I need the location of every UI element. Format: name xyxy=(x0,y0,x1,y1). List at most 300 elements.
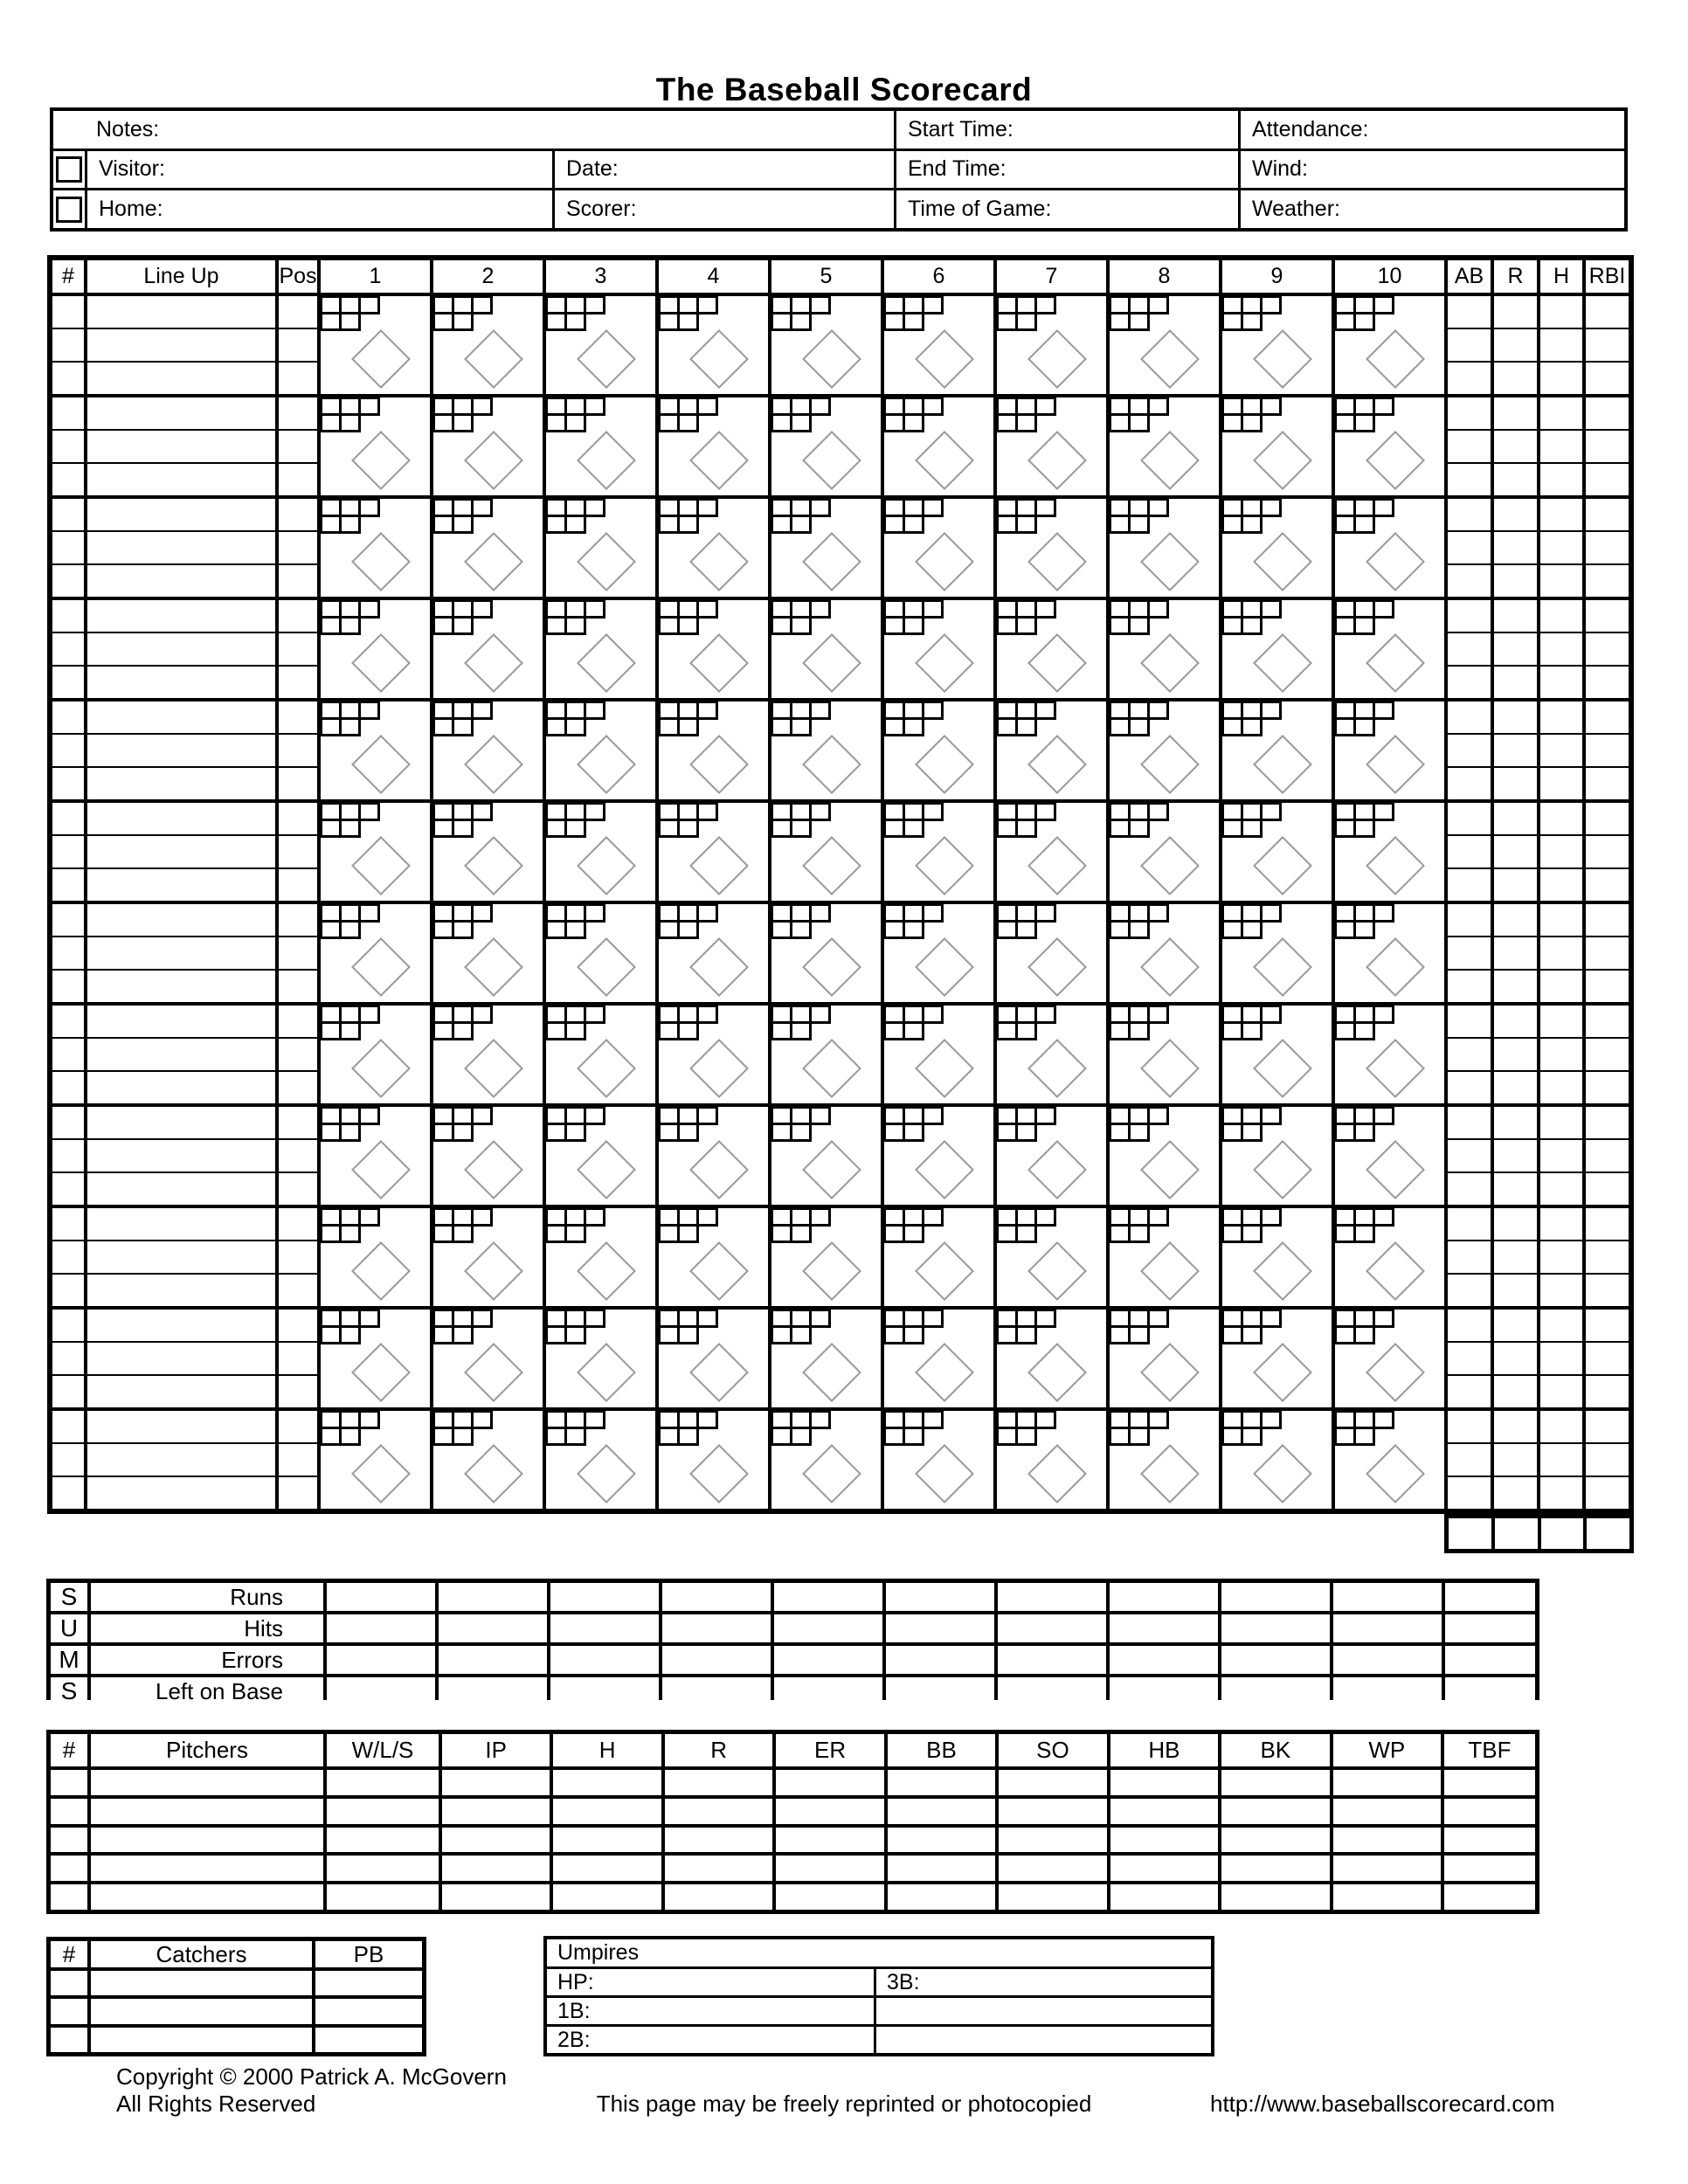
stat-slot[interactable] xyxy=(1586,1140,1629,1171)
pitcher-cell[interactable] xyxy=(91,1828,323,1853)
stat-total-cell[interactable] xyxy=(1587,1518,1629,1549)
pitcher-cell[interactable] xyxy=(1221,1884,1329,1910)
sums-inning-cell[interactable] xyxy=(1110,1583,1218,1611)
inning-scoring-cell[interactable] xyxy=(433,600,543,698)
position-slot[interactable] xyxy=(279,1208,317,1240)
stat-slot[interactable] xyxy=(1448,869,1491,901)
inning-scoring-cell[interactable] xyxy=(1110,499,1219,597)
position-slot[interactable] xyxy=(279,1376,317,1407)
inning-scoring-cell[interactable] xyxy=(659,904,768,1002)
pitcher-cell[interactable] xyxy=(1110,1884,1218,1910)
inning-scoring-cell[interactable] xyxy=(997,600,1106,698)
stat-slot[interactable] xyxy=(1448,633,1491,665)
pitcher-cell[interactable] xyxy=(1444,1884,1535,1910)
stat-slot[interactable] xyxy=(1448,1107,1491,1138)
sums-inning-cell[interactable] xyxy=(1221,1614,1330,1642)
inning-scoring-cell[interactable] xyxy=(1335,803,1444,901)
inning-scoring-cell[interactable] xyxy=(771,904,881,1002)
inning-scoring-cell[interactable] xyxy=(997,702,1106,799)
sums-total-cell[interactable] xyxy=(1445,1614,1535,1642)
inning-scoring-cell[interactable] xyxy=(1222,499,1332,597)
stat-slot[interactable] xyxy=(1448,971,1491,1002)
inning-scoring-cell[interactable] xyxy=(884,1107,993,1205)
stat-slot[interactable] xyxy=(1586,1376,1629,1407)
inning-scoring-cell[interactable] xyxy=(1335,1411,1444,1509)
attendance-field[interactable] xyxy=(1241,111,1624,149)
stat-slot[interactable] xyxy=(1586,1107,1629,1138)
pitcher-cell[interactable] xyxy=(665,1799,772,1824)
inning-scoring-cell[interactable] xyxy=(659,1208,768,1306)
sums-inning-cell[interactable] xyxy=(998,1614,1106,1642)
player-number-slot[interactable] xyxy=(52,1241,84,1273)
sums-inning-cell[interactable] xyxy=(550,1646,659,1674)
sums-inning-cell[interactable] xyxy=(550,1677,659,1705)
pitcher-cell[interactable] xyxy=(999,1884,1106,1910)
stat-slot[interactable] xyxy=(1540,803,1582,834)
inning-scoring-cell[interactable] xyxy=(433,499,543,597)
inning-scoring-cell[interactable] xyxy=(659,296,768,394)
stat-slot[interactable] xyxy=(1494,1275,1537,1306)
stat-slot[interactable] xyxy=(1586,1173,1629,1205)
inning-scoring-cell[interactable] xyxy=(546,1208,655,1306)
stat-slot[interactable] xyxy=(1448,735,1491,766)
inning-scoring-cell[interactable] xyxy=(997,1310,1106,1407)
inning-scoring-cell[interactable] xyxy=(1110,296,1219,394)
lineup-name-slot[interactable] xyxy=(87,937,275,969)
pitcher-cell[interactable] xyxy=(1221,1770,1329,1795)
inning-scoring-cell[interactable] xyxy=(1335,1006,1444,1103)
inning-scoring-cell[interactable] xyxy=(321,499,430,597)
pitcher-cell[interactable] xyxy=(91,1856,323,1881)
stat-total-cell[interactable] xyxy=(1541,1518,1584,1549)
player-number-slot[interactable] xyxy=(52,1208,84,1240)
sums-inning-cell[interactable] xyxy=(1333,1677,1442,1705)
inning-scoring-cell[interactable] xyxy=(884,600,993,698)
sums-inning-cell[interactable] xyxy=(1333,1583,1442,1611)
stat-slot[interactable] xyxy=(1586,633,1629,665)
stat-slot[interactable] xyxy=(1494,667,1537,698)
lineup-name-slot[interactable] xyxy=(87,1310,275,1341)
position-slot[interactable] xyxy=(279,735,317,766)
inning-scoring-cell[interactable] xyxy=(1222,1006,1332,1103)
inning-scoring-cell[interactable] xyxy=(997,397,1106,495)
inning-scoring-cell[interactable] xyxy=(546,397,655,495)
player-number-slot[interactable] xyxy=(52,1107,84,1138)
stat-slot[interactable] xyxy=(1540,499,1582,530)
pitcher-cell[interactable] xyxy=(888,1799,995,1824)
inning-scoring-cell[interactable] xyxy=(1222,803,1332,901)
position-slot[interactable] xyxy=(279,565,317,597)
stat-slot[interactable] xyxy=(1540,735,1582,766)
stat-slot[interactable] xyxy=(1540,667,1582,698)
stat-slot[interactable] xyxy=(1494,869,1537,901)
inning-scoring-cell[interactable] xyxy=(433,1411,543,1509)
umpire-2b-field[interactable]: 2B: xyxy=(547,2027,874,2053)
stat-slot[interactable] xyxy=(1448,836,1491,867)
position-slot[interactable] xyxy=(279,1275,317,1306)
player-number-slot[interactable] xyxy=(52,532,84,563)
stat-slot[interactable] xyxy=(1494,431,1537,462)
inning-scoring-cell[interactable] xyxy=(546,1310,655,1407)
end-time-field[interactable] xyxy=(896,151,1238,189)
lineup-name-slot[interactable] xyxy=(87,1039,275,1070)
sums-inning-cell[interactable] xyxy=(327,1677,435,1705)
pitcher-cell[interactable] xyxy=(327,1828,439,1853)
position-slot[interactable] xyxy=(279,904,317,936)
catcher-cell[interactable] xyxy=(315,2028,422,2052)
sums-inning-cell[interactable] xyxy=(1221,1583,1330,1611)
stat-slot[interactable] xyxy=(1540,971,1582,1002)
stat-slot[interactable] xyxy=(1448,329,1491,361)
stat-slot[interactable] xyxy=(1586,971,1629,1002)
stat-slot[interactable] xyxy=(1586,363,1629,394)
catcher-cell[interactable] xyxy=(51,1971,87,1995)
visitor-field[interactable] xyxy=(87,151,552,189)
inning-scoring-cell[interactable] xyxy=(659,803,768,901)
stat-slot[interactable] xyxy=(1494,1477,1537,1509)
inning-scoring-cell[interactable] xyxy=(546,702,655,799)
player-number-slot[interactable] xyxy=(52,1006,84,1037)
lineup-name-slot[interactable] xyxy=(87,600,275,632)
position-slot[interactable] xyxy=(279,363,317,394)
inning-scoring-cell[interactable] xyxy=(1222,702,1332,799)
position-slot[interactable] xyxy=(279,431,317,462)
sums-inning-cell[interactable] xyxy=(774,1583,882,1611)
pitcher-cell[interactable] xyxy=(91,1884,323,1910)
stat-slot[interactable] xyxy=(1448,499,1491,530)
stat-slot[interactable] xyxy=(1586,397,1629,429)
inning-scoring-cell[interactable] xyxy=(659,1411,768,1509)
sums-inning-cell[interactable] xyxy=(1110,1614,1218,1642)
inning-scoring-cell[interactable] xyxy=(433,1310,543,1407)
position-slot[interactable] xyxy=(279,600,317,632)
position-slot[interactable] xyxy=(279,1173,317,1205)
sums-inning-cell[interactable] xyxy=(662,1646,771,1674)
pitcher-cell[interactable] xyxy=(51,1799,87,1824)
stat-slot[interactable] xyxy=(1448,904,1491,936)
stat-slot[interactable] xyxy=(1494,464,1537,495)
lineup-name-slot[interactable] xyxy=(87,869,275,901)
pitcher-cell[interactable] xyxy=(1221,1799,1329,1824)
stat-total-cell[interactable] xyxy=(1449,1518,1491,1549)
pitcher-cell[interactable] xyxy=(1333,1828,1441,1853)
sums-inning-cell[interactable] xyxy=(774,1614,882,1642)
stat-slot[interactable] xyxy=(1494,836,1537,867)
stat-slot[interactable] xyxy=(1494,1376,1537,1407)
player-number-slot[interactable] xyxy=(52,1173,84,1205)
inning-scoring-cell[interactable] xyxy=(321,1006,430,1103)
stat-slot[interactable] xyxy=(1494,565,1537,597)
pitcher-cell[interactable] xyxy=(999,1799,1106,1824)
stat-slot[interactable] xyxy=(1540,768,1582,799)
stat-slot[interactable] xyxy=(1494,532,1537,563)
inning-scoring-cell[interactable] xyxy=(997,296,1106,394)
stat-slot[interactable] xyxy=(1448,1477,1491,1509)
lineup-name-slot[interactable] xyxy=(87,803,275,834)
pitcher-cell[interactable] xyxy=(1110,1828,1218,1853)
inning-scoring-cell[interactable] xyxy=(546,499,655,597)
position-slot[interactable] xyxy=(279,1310,317,1341)
pitcher-cell[interactable] xyxy=(999,1856,1106,1881)
sums-inning-cell[interactable] xyxy=(1221,1677,1330,1705)
pitcher-cell[interactable] xyxy=(51,1884,87,1910)
position-slot[interactable] xyxy=(279,1006,317,1037)
stat-slot[interactable] xyxy=(1448,363,1491,394)
pitcher-cell[interactable] xyxy=(1333,1884,1441,1910)
position-slot[interactable] xyxy=(279,397,317,429)
stat-slot[interactable] xyxy=(1448,296,1491,328)
sums-inning-cell[interactable] xyxy=(998,1677,1106,1705)
catcher-cell[interactable] xyxy=(91,1971,312,1995)
sums-inning-cell[interactable] xyxy=(998,1646,1106,1674)
pitcher-cell[interactable] xyxy=(442,1856,550,1881)
stat-slot[interactable] xyxy=(1540,1444,1582,1476)
pitcher-cell[interactable] xyxy=(1333,1799,1441,1824)
lineup-name-slot[interactable] xyxy=(87,1072,275,1103)
position-slot[interactable] xyxy=(279,937,317,969)
inning-scoring-cell[interactable] xyxy=(997,904,1106,1002)
position-slot[interactable] xyxy=(279,532,317,563)
stat-slot[interactable] xyxy=(1494,633,1537,665)
lineup-name-slot[interactable] xyxy=(87,1173,275,1205)
lineup-name-slot[interactable] xyxy=(87,1343,275,1374)
stat-slot[interactable] xyxy=(1586,1275,1629,1306)
inning-scoring-cell[interactable] xyxy=(321,1310,430,1407)
stat-slot[interactable] xyxy=(1448,1208,1491,1240)
stat-slot[interactable] xyxy=(1448,1310,1491,1341)
inning-scoring-cell[interactable] xyxy=(433,296,543,394)
sums-inning-cell[interactable] xyxy=(774,1677,882,1705)
time-of-game-field[interactable] xyxy=(896,190,1238,228)
inning-scoring-cell[interactable] xyxy=(1222,1310,1332,1407)
player-number-slot[interactable] xyxy=(52,1477,84,1509)
inning-scoring-cell[interactable] xyxy=(546,296,655,394)
inning-scoring-cell[interactable] xyxy=(771,1006,881,1103)
lineup-name-slot[interactable] xyxy=(87,397,275,429)
inning-scoring-cell[interactable] xyxy=(433,904,543,1002)
inning-scoring-cell[interactable] xyxy=(771,1107,881,1205)
lineup-name-slot[interactable] xyxy=(87,1208,275,1240)
lineup-name-slot[interactable] xyxy=(87,296,275,328)
stat-slot[interactable] xyxy=(1540,1477,1582,1509)
stat-slot[interactable] xyxy=(1448,1275,1491,1306)
stat-slot[interactable] xyxy=(1586,532,1629,563)
stat-slot[interactable] xyxy=(1540,464,1582,495)
sums-inning-cell[interactable] xyxy=(550,1583,659,1611)
player-number-slot[interactable] xyxy=(52,1275,84,1306)
stat-slot[interactable] xyxy=(1586,1343,1629,1374)
player-number-slot[interactable] xyxy=(52,565,84,597)
position-slot[interactable] xyxy=(279,1107,317,1138)
inning-scoring-cell[interactable] xyxy=(1335,397,1444,495)
inning-scoring-cell[interactable] xyxy=(659,397,768,495)
sums-inning-cell[interactable] xyxy=(439,1583,547,1611)
sums-inning-cell[interactable] xyxy=(439,1677,547,1705)
inning-scoring-cell[interactable] xyxy=(1335,702,1444,799)
stat-slot[interactable] xyxy=(1494,329,1537,361)
lineup-name-slot[interactable] xyxy=(87,633,275,665)
stat-slot[interactable] xyxy=(1448,803,1491,834)
inning-scoring-cell[interactable] xyxy=(771,499,881,597)
sums-inning-cell[interactable] xyxy=(662,1614,771,1642)
stat-slot[interactable] xyxy=(1448,1376,1491,1407)
player-number-slot[interactable] xyxy=(52,633,84,665)
lineup-name-slot[interactable] xyxy=(87,768,275,799)
player-number-slot[interactable] xyxy=(52,1140,84,1171)
inning-scoring-cell[interactable] xyxy=(771,702,881,799)
pitcher-cell[interactable] xyxy=(553,1770,661,1795)
pitcher-cell[interactable] xyxy=(1110,1856,1218,1881)
inning-scoring-cell[interactable] xyxy=(321,296,430,394)
stat-slot[interactable] xyxy=(1448,1140,1491,1171)
pitcher-cell[interactable] xyxy=(51,1856,87,1881)
lineup-name-slot[interactable] xyxy=(87,1444,275,1476)
stat-slot[interactable] xyxy=(1586,1039,1629,1070)
pitcher-cell[interactable] xyxy=(888,1828,995,1853)
player-number-slot[interactable] xyxy=(52,397,84,429)
inning-scoring-cell[interactable] xyxy=(433,1006,543,1103)
position-slot[interactable] xyxy=(279,1477,317,1509)
stat-slot[interactable] xyxy=(1494,735,1537,766)
player-number-slot[interactable] xyxy=(52,499,84,530)
stat-slot[interactable] xyxy=(1586,1444,1629,1476)
player-number-slot[interactable] xyxy=(52,431,84,462)
pitcher-cell[interactable] xyxy=(776,1770,883,1795)
inning-scoring-cell[interactable] xyxy=(997,499,1106,597)
inning-scoring-cell[interactable] xyxy=(1110,1208,1219,1306)
inning-scoring-cell[interactable] xyxy=(884,803,993,901)
position-slot[interactable] xyxy=(279,1039,317,1070)
stat-slot[interactable] xyxy=(1448,1173,1491,1205)
stat-slot[interactable] xyxy=(1540,702,1582,733)
stat-slot[interactable] xyxy=(1494,1072,1537,1103)
sums-inning-cell[interactable] xyxy=(662,1677,771,1705)
umpire-1b-field[interactable]: 1B: xyxy=(547,1998,874,2024)
inning-scoring-cell[interactable] xyxy=(1110,600,1219,698)
stat-slot[interactable] xyxy=(1586,735,1629,766)
inning-scoring-cell[interactable] xyxy=(997,1006,1106,1103)
stat-slot[interactable] xyxy=(1540,1275,1582,1306)
pitcher-cell[interactable] xyxy=(888,1856,995,1881)
home-checkbox[interactable] xyxy=(56,197,82,223)
stat-slot[interactable] xyxy=(1448,431,1491,462)
inning-scoring-cell[interactable] xyxy=(321,1411,430,1509)
stat-slot[interactable] xyxy=(1540,296,1582,328)
inning-scoring-cell[interactable] xyxy=(321,397,430,495)
position-slot[interactable] xyxy=(279,499,317,530)
stat-slot[interactable] xyxy=(1540,431,1582,462)
stat-slot[interactable] xyxy=(1448,1411,1491,1442)
stat-slot[interactable] xyxy=(1494,971,1537,1002)
pitcher-cell[interactable] xyxy=(327,1856,439,1881)
stat-slot[interactable] xyxy=(1586,667,1629,698)
player-number-slot[interactable] xyxy=(52,1039,84,1070)
sums-inning-cell[interactable] xyxy=(439,1646,547,1674)
pitcher-cell[interactable] xyxy=(442,1828,550,1853)
pitcher-cell[interactable] xyxy=(1444,1770,1535,1795)
visitor-checkbox[interactable] xyxy=(56,156,82,183)
stat-slot[interactable] xyxy=(1494,296,1537,328)
inning-scoring-cell[interactable] xyxy=(1222,397,1332,495)
inning-scoring-cell[interactable] xyxy=(659,499,768,597)
stat-slot[interactable] xyxy=(1448,1072,1491,1103)
pitcher-cell[interactable] xyxy=(553,1828,661,1853)
stat-slot[interactable] xyxy=(1540,363,1582,394)
inning-scoring-cell[interactable] xyxy=(1335,600,1444,698)
inning-scoring-cell[interactable] xyxy=(771,1208,881,1306)
stat-slot[interactable] xyxy=(1448,600,1491,632)
inning-scoring-cell[interactable] xyxy=(433,1208,543,1306)
pitcher-cell[interactable] xyxy=(1221,1856,1329,1881)
sums-total-cell[interactable] xyxy=(1445,1646,1535,1674)
sums-inning-cell[interactable] xyxy=(1110,1677,1218,1705)
umpire-fill-cell[interactable] xyxy=(876,1998,1211,2024)
weather-field[interactable] xyxy=(1241,190,1624,228)
position-slot[interactable] xyxy=(279,296,317,328)
player-number-slot[interactable] xyxy=(52,971,84,1002)
player-number-slot[interactable] xyxy=(52,600,84,632)
stat-slot[interactable] xyxy=(1586,869,1629,901)
pitcher-cell[interactable] xyxy=(553,1856,661,1881)
pitcher-cell[interactable] xyxy=(1333,1856,1441,1881)
stat-slot[interactable] xyxy=(1494,1310,1537,1341)
lineup-name-slot[interactable] xyxy=(87,1376,275,1407)
umpire-hp-field[interactable]: HP: xyxy=(547,1969,874,1995)
catcher-cell[interactable] xyxy=(91,1999,312,2023)
inning-scoring-cell[interactable] xyxy=(1335,296,1444,394)
notes-field[interactable] xyxy=(53,111,894,149)
pitcher-cell[interactable] xyxy=(665,1828,772,1853)
inning-scoring-cell[interactable] xyxy=(546,803,655,901)
pitcher-cell[interactable] xyxy=(999,1828,1106,1853)
stat-slot[interactable] xyxy=(1586,499,1629,530)
player-number-slot[interactable] xyxy=(52,296,84,328)
pitcher-cell[interactable] xyxy=(999,1770,1106,1795)
pitcher-cell[interactable] xyxy=(1110,1770,1218,1795)
inning-scoring-cell[interactable] xyxy=(771,803,881,901)
lineup-name-slot[interactable] xyxy=(87,1275,275,1306)
inning-scoring-cell[interactable] xyxy=(1335,904,1444,1002)
lineup-name-slot[interactable] xyxy=(87,667,275,698)
inning-scoring-cell[interactable] xyxy=(546,904,655,1002)
player-number-slot[interactable] xyxy=(52,1376,84,1407)
inning-scoring-cell[interactable] xyxy=(546,1006,655,1103)
sums-total-cell[interactable] xyxy=(1445,1583,1535,1611)
inning-scoring-cell[interactable] xyxy=(546,1411,655,1509)
stat-slot[interactable] xyxy=(1448,464,1491,495)
inning-scoring-cell[interactable] xyxy=(321,600,430,698)
pitcher-cell[interactable] xyxy=(327,1799,439,1824)
pitcher-cell[interactable] xyxy=(442,1770,550,1795)
stat-total-cell[interactable] xyxy=(1495,1518,1538,1549)
stat-slot[interactable] xyxy=(1540,937,1582,969)
stat-slot[interactable] xyxy=(1586,937,1629,969)
player-number-slot[interactable] xyxy=(52,329,84,361)
player-number-slot[interactable] xyxy=(52,464,84,495)
lineup-name-slot[interactable] xyxy=(87,1411,275,1442)
position-slot[interactable] xyxy=(279,464,317,495)
lineup-name-slot[interactable] xyxy=(87,836,275,867)
inning-scoring-cell[interactable] xyxy=(321,904,430,1002)
stat-slot[interactable] xyxy=(1494,1173,1537,1205)
inning-scoring-cell[interactable] xyxy=(1110,702,1219,799)
inning-scoring-cell[interactable] xyxy=(321,803,430,901)
lineup-name-slot[interactable] xyxy=(87,1140,275,1171)
catcher-cell[interactable] xyxy=(51,1999,87,2023)
inning-scoring-cell[interactable] xyxy=(1335,1310,1444,1407)
lineup-name-slot[interactable] xyxy=(87,971,275,1002)
stat-slot[interactable] xyxy=(1540,1208,1582,1240)
